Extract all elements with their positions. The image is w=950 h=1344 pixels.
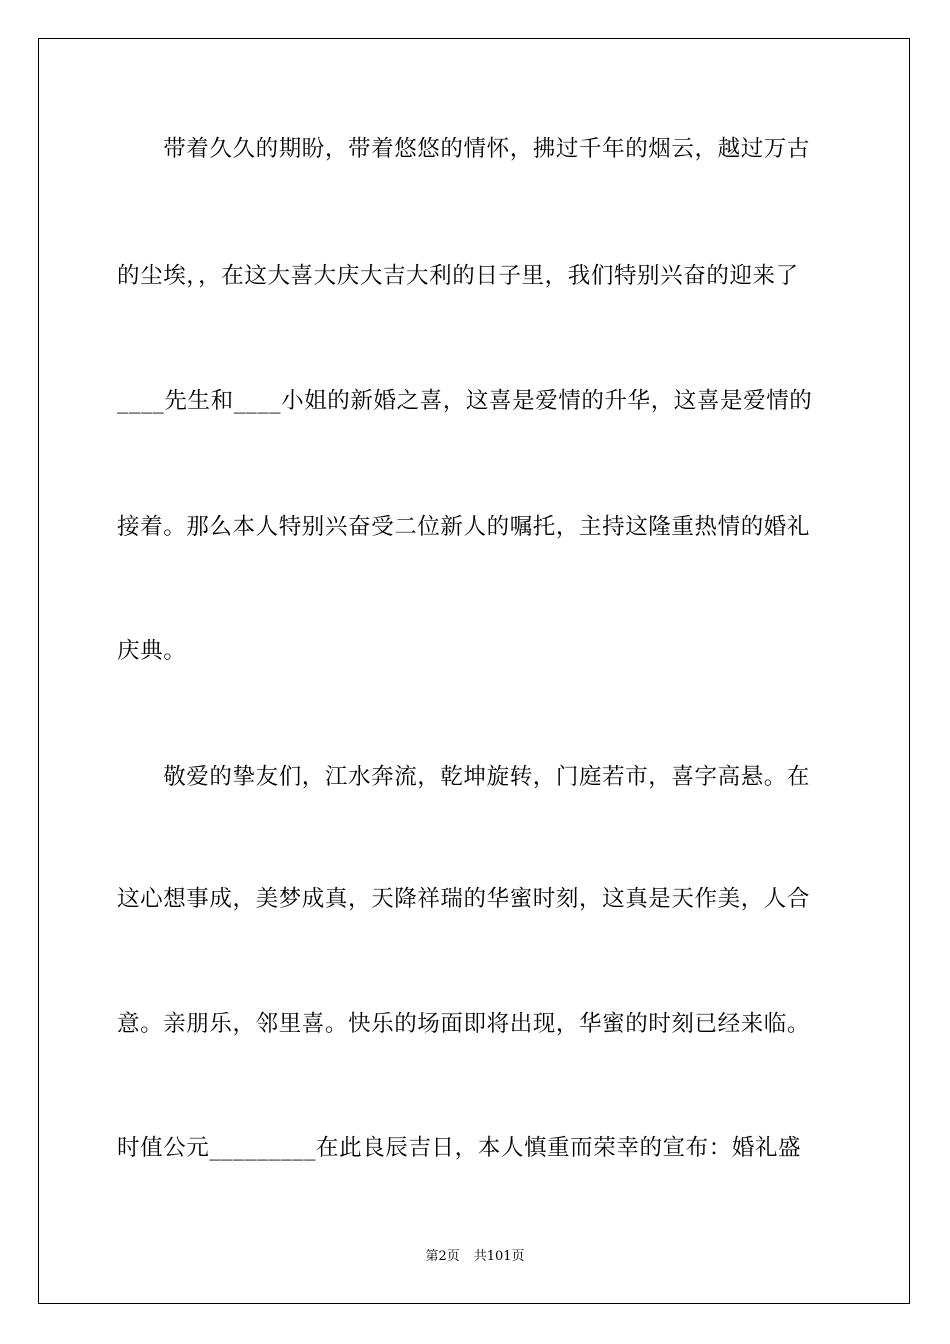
total-pages: 共101页 [473,1249,525,1264]
page-footer [0,1248,950,1266]
paragraph-line: 敬爱的挚友们，江水奔流，乾坤旋转，门庭若市，喜字高悬。在 [117,764,811,790]
paragraph-line: 庆典。 [117,638,187,664]
paragraph-line: 带着久久的期盼，带着悠悠的情怀，拂过千年的烟云，越过万古 [117,136,811,162]
paragraph-line: ____先生和____小姐的新婚之喜，这喜是爱情的升华，这喜是爱情的 [117,388,813,414]
paragraph-line: 的尘埃，，在这大喜大庆大吉大利的日子里，我们特别兴奋的迎来了 [117,263,799,289]
paragraph-line: 这心想事成，美梦成真，天降祥瑞的华蜜时刻，这真是天作美，人合 [117,886,811,912]
paragraph-line: 接着。那么本人特别兴奋受二位新人的嘱托，主持这隆重热情的婚礼 [117,514,811,540]
page-number: 第2页 [425,1249,460,1264]
page-border [38,38,910,1304]
paragraph-line: 时值公元_________在此良辰吉日，本人慎重而荣幸的宣布：婚礼盛 [117,1135,802,1161]
paragraph-line: 意。亲朋乐，邻里喜。快乐的场面即将出现，华蜜的时刻已经来临。 [117,1011,811,1037]
